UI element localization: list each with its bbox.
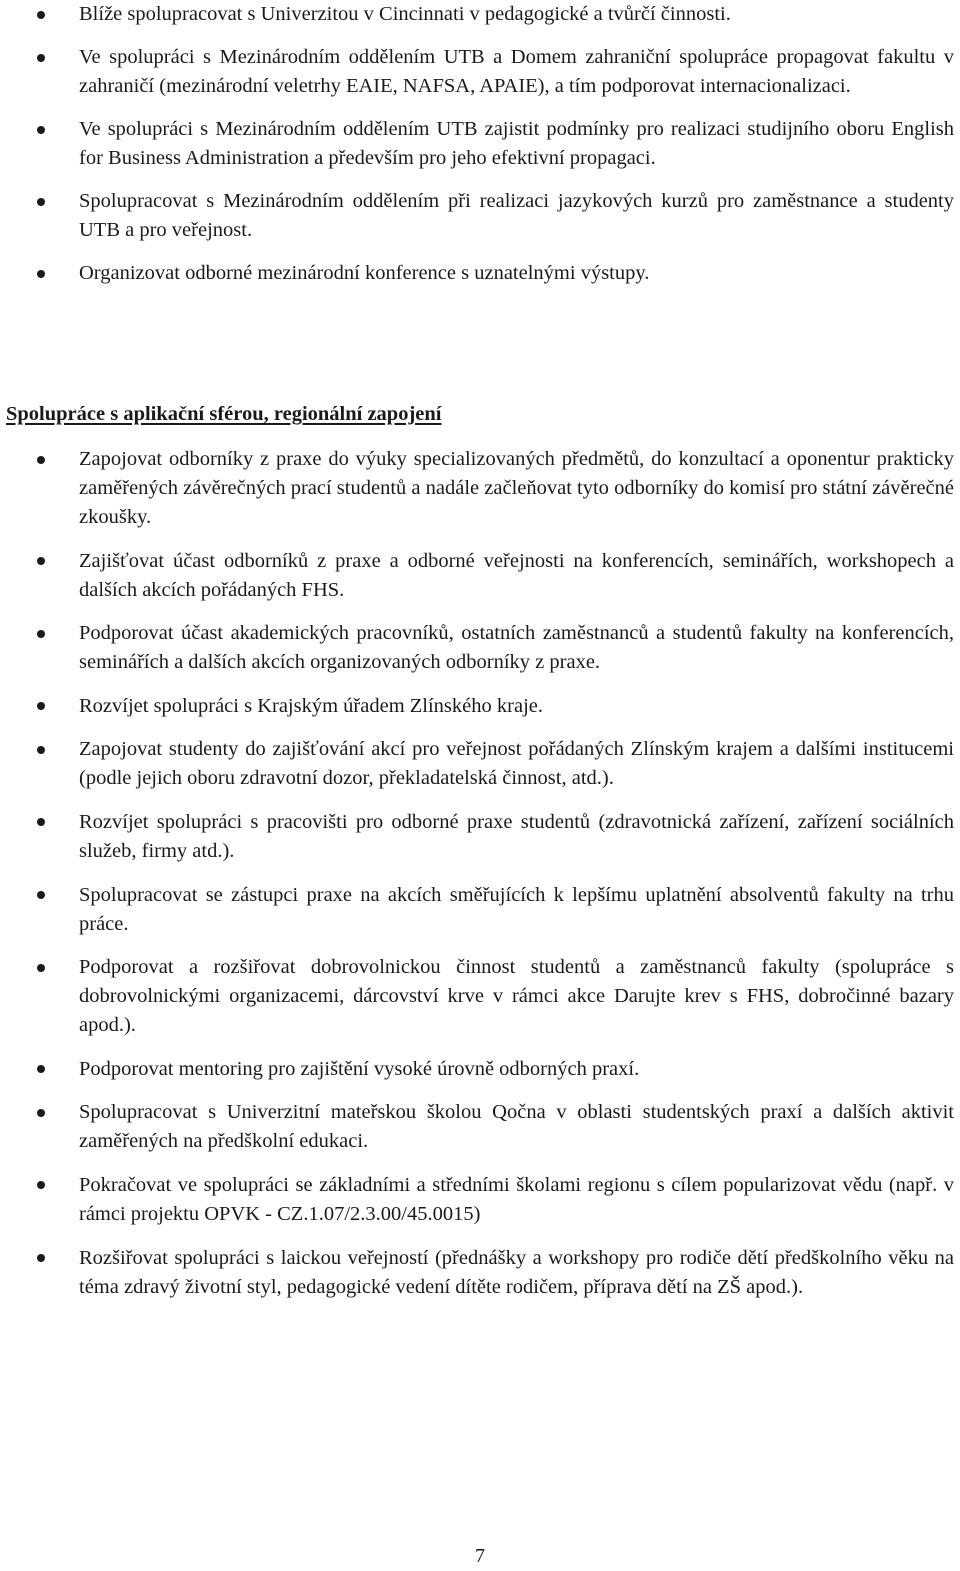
list-item [0, 1098, 960, 1156]
list-item [0, 953, 960, 1040]
list-item-text: Rozšiřovat spolupráci s laickou veřejností (přednášky a workshopy pro rodiče dětí předškolního věku na téma zdravý životní styl, pedagogické vedení dítěte rodičem, příprava dětí na ZŠ apod.). [79, 1246, 954, 1298]
bullet-icon [37, 702, 45, 710]
bullet-icon [37, 1065, 45, 1073]
list-item [0, 881, 960, 939]
bullet-list-practice [0, 445, 960, 1316]
bullet-icon [37, 1109, 45, 1117]
list-item-text: Zapojovat odborníky z praxe do výuky specializovaných předmětů, do konzultací a oponentur prakticky zaměřených závěrečných prací studentů a nadále začleňovat tyto odborníky do komisí pro státní závěrečné zkoušky. [79, 448, 954, 528]
bullet-icon [37, 1181, 45, 1189]
list-item [0, 547, 960, 605]
list-item [0, 445, 960, 532]
bullet-icon [37, 818, 45, 826]
list-item-text: Spolupracovat s Univerzitní mateřskou školou Qočna v oblasti studentských praxí a dalších aktivit zaměřených na předškolní edukaci. [79, 1101, 954, 1153]
list-item-text: Spolupracovat s Mezinárodním oddělením při realizaci jazykových kurzů pro zaměstnance a studenty UTB a pro veřejnost. [79, 190, 954, 241]
bullet-icon [37, 456, 45, 464]
list-item-text: Pokračovat ve spolupráci se základními a středními školami regionu s cílem popularizovat vědu (např. v rámci projektu OPVK - CZ.1.07/2.3.00/45.0015) [79, 1173, 954, 1225]
bullet-icon [37, 11, 45, 19]
bullet-icon [37, 630, 45, 638]
list-item-text: Podporovat mentoring pro zajištění vysoké úrovně odborných praxí. [79, 1057, 640, 1080]
list-item [0, 619, 960, 677]
list-item-text: Podporovat a rozšiřovat dobrovolnickou činnost studentů a zaměstnanců fakulty (spolupráce s dobrovolnickými organizacemi, dárcovství krve v rámci akce Darujte krev s FHS, dobročinné bazary apod.). [79, 956, 954, 1037]
list-item-text: Podporovat účast akademických pracovníků, ostatních zaměstnanců a studentů fakulty na konferencích, seminářích a dalších akcích organizovaných odborníky z praxe. [79, 622, 954, 674]
list-item-text: Zapojovat studenty do zajišťování akcí pro veřejnost pořádaných Zlínským krajem a dalšími institucemi (podle jejich oboru zdravotní dozor, překladatelská činnost, atd.). [79, 738, 954, 790]
bullet-icon [37, 746, 45, 754]
bullet-icon [37, 557, 45, 565]
list-item [0, 1055, 960, 1084]
list-item-text: Rozvíjet spolupráci s Krajským úřadem Zlínského kraje. [79, 694, 543, 717]
bullet-icon [37, 891, 45, 899]
section-heading: Spolupráce s aplikační sférou, regionální zapojení [6, 403, 442, 425]
list-item-text: Organizovat odborné mezinárodní konference s uznatelnými výstupy. [79, 262, 650, 284]
bullet-icon [37, 1254, 45, 1262]
bullet-icon [37, 964, 45, 972]
list-item [0, 692, 960, 721]
list-item [0, 735, 960, 793]
list-item [0, 115, 960, 173]
list-item [0, 43, 960, 101]
list-item-text: Zajišťovat účast odborníků z praxe a odborné veřejnosti na konferencích, seminářích, workshopech a dalších akcích pořádaných FHS. [79, 549, 954, 601]
list-item [0, 808, 960, 866]
list-item [0, 187, 960, 245]
list-item [0, 1244, 960, 1302]
bullet-icon [37, 198, 45, 206]
bullet-list-international [0, 0, 960, 302]
bullet-icon [37, 54, 45, 62]
list-item-text: Ve spolupráci s Mezinárodním oddělením UTB zajistit podmínky pro realizaci studijního oboru English for Business Administration a především pro jeho efektivní propagaci. [79, 118, 954, 169]
list-item [0, 259, 960, 288]
list-item-text: Rozvíjet spolupráci s pracovišti pro odborné praxe studentů (zdravotnická zařízení, zařízení sociálních služeb, firmy atd.). [79, 810, 954, 862]
list-item-text: Ve spolupráci s Mezinárodním oddělením UTB a Domem zahraniční spolupráce propagovat fakultu v zahraničí (mezinárodní veletrhy EAIE, NAFSA, APAIE), a tím podporovat internacionalizaci. [79, 46, 954, 97]
page-number: 7 [475, 1545, 485, 1567]
bullet-icon [37, 270, 45, 278]
bullet-icon [37, 126, 45, 134]
list-item [0, 0, 960, 29]
list-item-text: Spolupracovat se zástupci praxe na akcích směřujících k lepšímu uplatnění absolventů fakulty na trhu práce. [79, 883, 954, 935]
list-item [0, 1171, 960, 1229]
list-item-text: Blíže spolupracovat s Univerzitou v Cincinnati v pedagogické a tvůrčí činnosti. [79, 3, 731, 25]
